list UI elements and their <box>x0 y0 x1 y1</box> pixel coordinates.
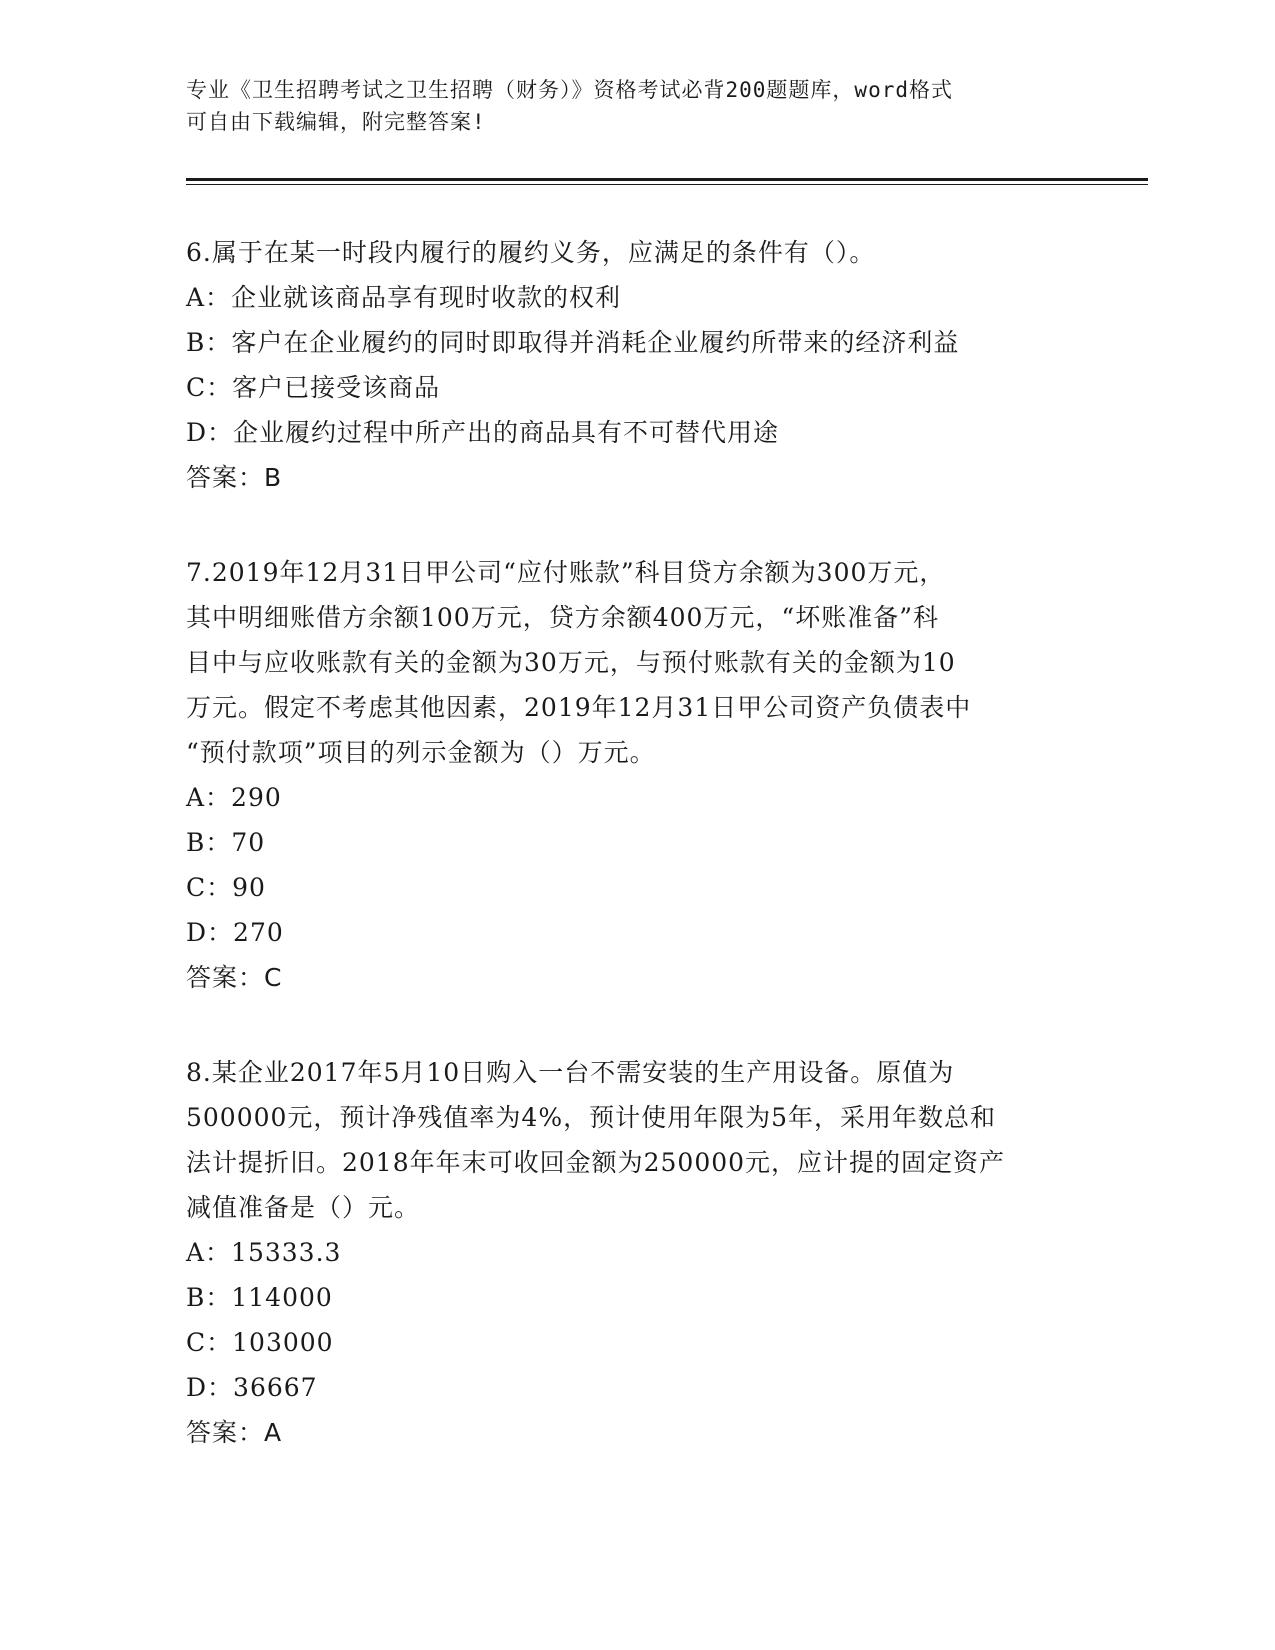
question-6 <box>186 230 1086 500</box>
option-c: C：客户已接受该商品 <box>186 373 441 402</box>
header-line-2: 可自由下载编辑，附完整答案! <box>186 110 486 134</box>
question-stem-line: 其中明细账借方余额100万元，贷方余额400万元，“坏账准备”科 <box>186 603 939 632</box>
question-stem-line: 8.某企业2017年5月10日购入一台不需安装的生产用设备。原值为 <box>186 1058 955 1087</box>
option-b: B：客户在企业履约的同时即取得并消耗企业履约所带来的经济利益 <box>186 328 960 357</box>
question-stem-line: 减值准备是（）元。 <box>186 1193 421 1222</box>
question-7 <box>186 550 1086 1000</box>
answer-label: 答案：B <box>186 463 283 492</box>
answer-label: 答案：A <box>186 1418 283 1447</box>
question-stem-line: 500000元，预计净残值率为4%，预计使用年限为5年，采用年数总和 <box>186 1103 997 1132</box>
question-stem-line: 6.属于在某一时段内履行的履约义务，应满足的条件有（）。 <box>186 238 876 267</box>
question-stem <box>186 1050 1086 1230</box>
document-header <box>186 74 1086 138</box>
option-d: D：36667 <box>186 1373 318 1402</box>
question-stem-line: 7.2019年12月31日甲公司“应付账款”科目贷方余额为300万元， <box>186 558 946 587</box>
header-divider-thin <box>186 184 1148 185</box>
option-d: D：企业履约过程中所产出的商品具有不可替代用途 <box>186 418 780 447</box>
option-a: A：15333.3 <box>186 1238 342 1267</box>
option-c: C：103000 <box>186 1328 334 1357</box>
option-a: A：290 <box>186 783 282 812</box>
question-stem-line: “预付款项”项目的列示金额为（）万元。 <box>186 738 656 767</box>
question-stem <box>186 550 1086 775</box>
question-stem-line: 目中与应收账款有关的金额为30万元，与预付账款有关的金额为10 <box>186 648 956 677</box>
header-divider-thick <box>186 178 1148 181</box>
option-b: B：70 <box>186 828 266 857</box>
option-c: C：90 <box>186 873 266 902</box>
header-line-1: 专业《卫生招聘考试之卫生招聘（财务）》资格考试必背200题题库，word格式 <box>186 78 953 102</box>
answer-label: 答案：C <box>186 963 283 992</box>
question-stem <box>186 230 1086 275</box>
option-d: D：270 <box>186 918 284 947</box>
question-stem-line: 法计提折旧。2018年年末可收回金额为250000元，应计提的固定资产 <box>186 1148 1006 1177</box>
option-b: B：114000 <box>186 1283 333 1312</box>
option-a: A：企业就该商品享有现时收款的权利 <box>186 283 622 312</box>
question-stem-line: 万元。假定不考虑其他因素，2019年12月31日甲公司资产负债表中 <box>186 693 972 722</box>
question-8 <box>186 1050 1086 1455</box>
